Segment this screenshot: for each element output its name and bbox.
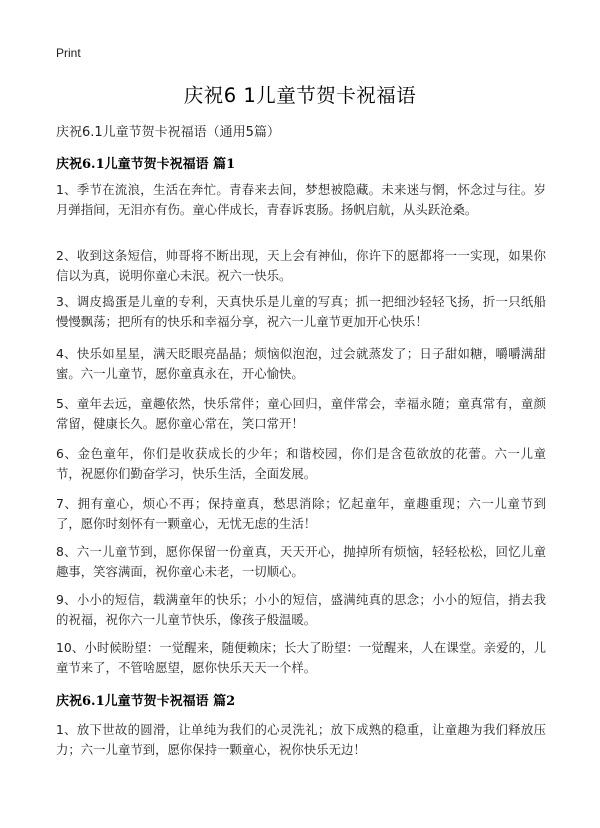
page-title: 庆祝6 1儿童节贺卡祝福语 [183,84,417,107]
paragraph: 10、小时候盼望：一觉醒来，随便赖床；长大了盼望：一觉醒来，人在课堂。亲爱的，儿童节来了，不管啥愿望，愿你快乐天天一个样。 [56,640,546,675]
section-heading-2: 庆祝6.1儿童节贺卡祝福语 篇2 [56,694,236,709]
paragraph: 1、放下世故的圆滑，让单纯为我们的心灵洗礼；放下成熟的稳重，让童趣为我们释放压力；六一儿童节到，愿你保持一颗童心，祝你快乐无边！ [56,722,546,757]
paragraph: 1、季节在流浪，生活在奔忙。青春来去间，梦想被隐藏。未来迷与惘，怀念过与往。岁月弹指间，无泪亦有伤。童心伴成长，青春诉衷肠。扬帆启航，从头跃沧桑。 [56,182,546,217]
print-link[interactable]: Print [56,46,81,60]
paragraph: 2、收到这条短信，帅哥将不断出现，天上会有神仙，你许下的愿都将一一实现，如果你信以为真，说明你童心未泯。祝六一快乐。 [56,248,546,283]
section-heading-1: 庆祝6.1儿童节贺卡祝福语 篇1 [56,157,236,172]
paragraph: 6、金色童年，你们是收获成长的少年；和谐校园，你们是含苞欲放的花蕾。六一儿童节，祝愿你们勤奋学习，快乐生活，全面发展。 [56,446,546,481]
paragraph: 9、小小的短信，载满童年的快乐；小小的短信，盛满纯真的思念；小小的短信，捎去我的祝福，祝你六一儿童节快乐，像孩子般温暖。 [56,592,546,627]
paragraph: 3、调皮捣蛋是儿童的专利，天真快乐是儿童的写真；抓一把细沙轻轻飞扬，折一只纸船慢慢飘荡；把所有的快乐和幸福分享，祝六一儿童节更加开心快乐！ [56,294,546,329]
paragraph: 5、童年去远，童趣依然，快乐常伴；童心回归，童伴常会，幸福永随；童真常有，童颜常留，健康长久。愿你童心常在，笑口常开！ [56,396,546,431]
paragraph: 4、快乐如星星，满天眨眼亮晶晶；烦恼似泡泡，过会就蒸发了；日子甜如糖，嚼嚼满甜蜜。六一儿童节，愿你童真永在，开心愉快。 [56,346,546,381]
paragraph: 8、六一儿童节到，愿你保留一份童真，天天开心，抛掉所有烦恼，轻轻松松，回忆儿童趣事，笑容满面，祝你童心未老，一切顺心。 [56,544,546,579]
paragraph: 7、拥有童心，烦心不再；保持童真，愁思消除；忆起童年，童趣重现；六一儿童节到了，愿你时刻怀有一颗童心，无忧无虑的生活！ [56,496,546,531]
page-subtitle: 庆祝6.1儿童节贺卡祝福语（通用5篇） [56,125,280,140]
